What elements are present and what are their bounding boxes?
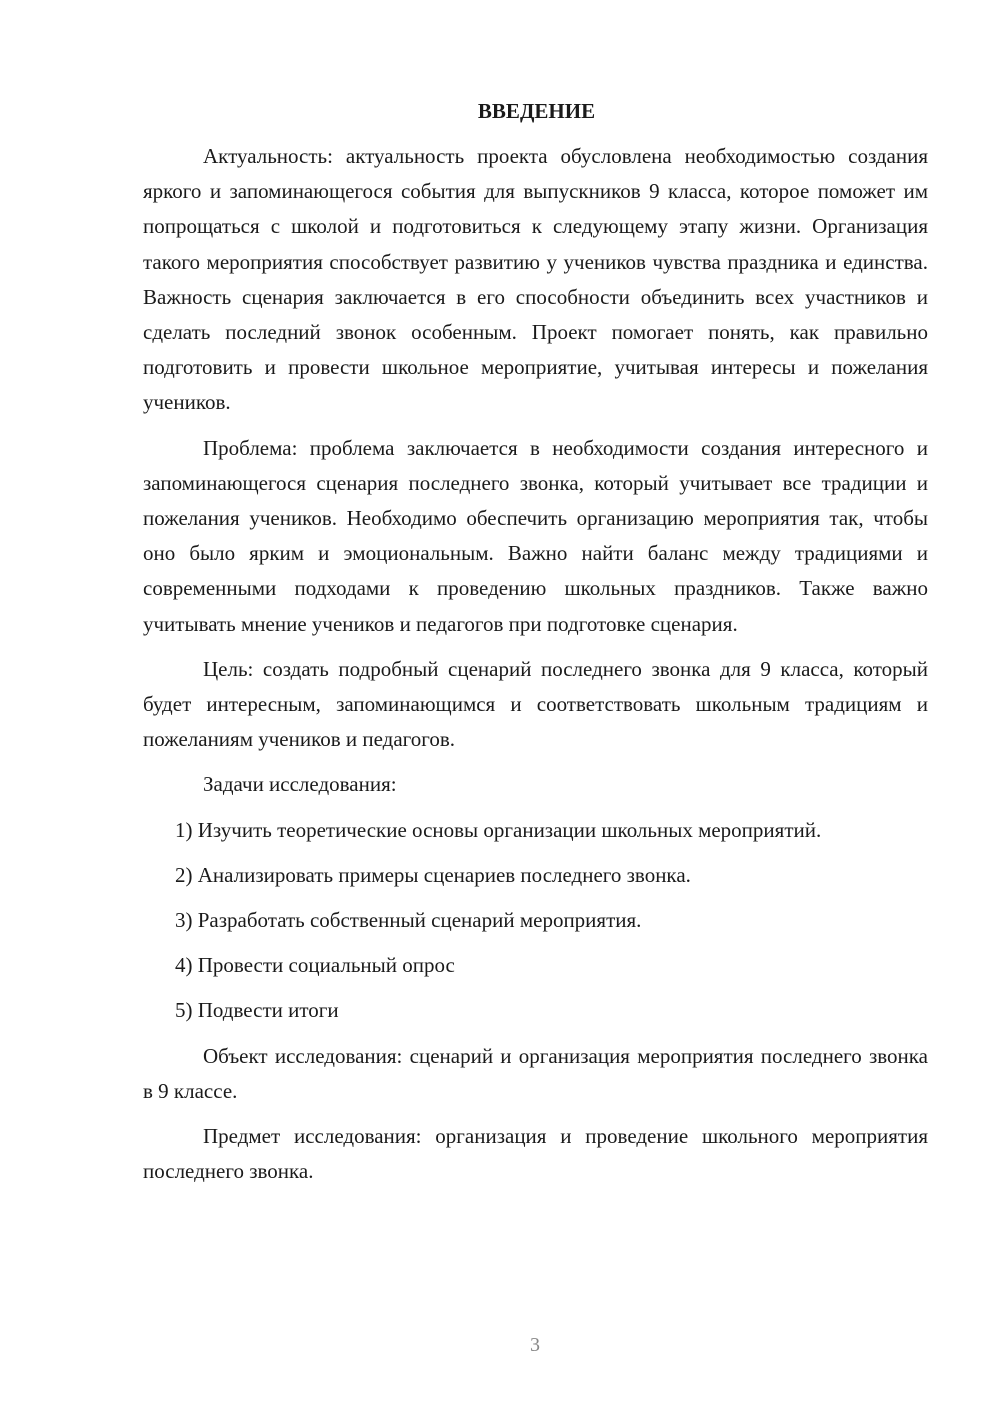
task-item-4: 4) Провести социальный опрос [175,953,455,978]
page-heading: ВВЕДЕНИЕ [477,99,596,123]
subject-paragraph: Предмет исследования: организация и проведение школьного мероприятия последнего звонка. [143,1124,928,1184]
task-item-1: 1) Изучить теоретические основы организации школьных мероприятий. [175,817,822,842]
goal-paragraph: Цель: создать подробный сценарий последнего звонка для 9 класса, который будет интересным, запоминающимся и соответствовать школьным традициям и пожеланиям учеников и педагогов. [143,656,928,752]
problem-paragraph: Проблема: проблема заключается в необходимости создания интересного и запоминающегося сценария последнего звонка, который учитывает все традиции и пожелания учеников. Необходимо обеспечить организацию мероприятия так, чтобы оно было ярким и эмоциональным. Важно найти баланс между традициями и современными подходами к проведению школьных праздников. Также важно учитывать мнение учеников и педагогов при подготовке сценария. [143,435,928,636]
object-paragraph: Объект исследования: сценарий и организация мероприятия последнего звонка в 9 классе. [143,1043,928,1103]
task-item-2: 2) Анализировать примеры сценариев последнего звонка. [175,862,691,887]
page-number: 3 [530,1334,540,1356]
tasks-title: Задачи исследования: [203,772,397,797]
page-content [143,94,928,1199]
task-item-5: 5) Подвести итоги [175,998,339,1023]
task-item-3: 3) Разработать собственный сценарий мероприятия. [175,908,642,933]
relevance-paragraph: Актуальность: актуальность проекта обусловлена необходимостью создания яркого и запоминающегося события для выпускников 9 класса, которое поможет им попрощаться с школой и подготовиться к следующему этапу жизни. Организация такого мероприятия способствует развитию у учеников чувства праздника и единства. Важность сценария заключается в его способности объединить всех участников и сделать последний звонок особенным. Проект помогает понять, как правильно подготовить и провести школьное мероприятие, учитывая интересы и пожелания учеников. [143,144,928,415]
